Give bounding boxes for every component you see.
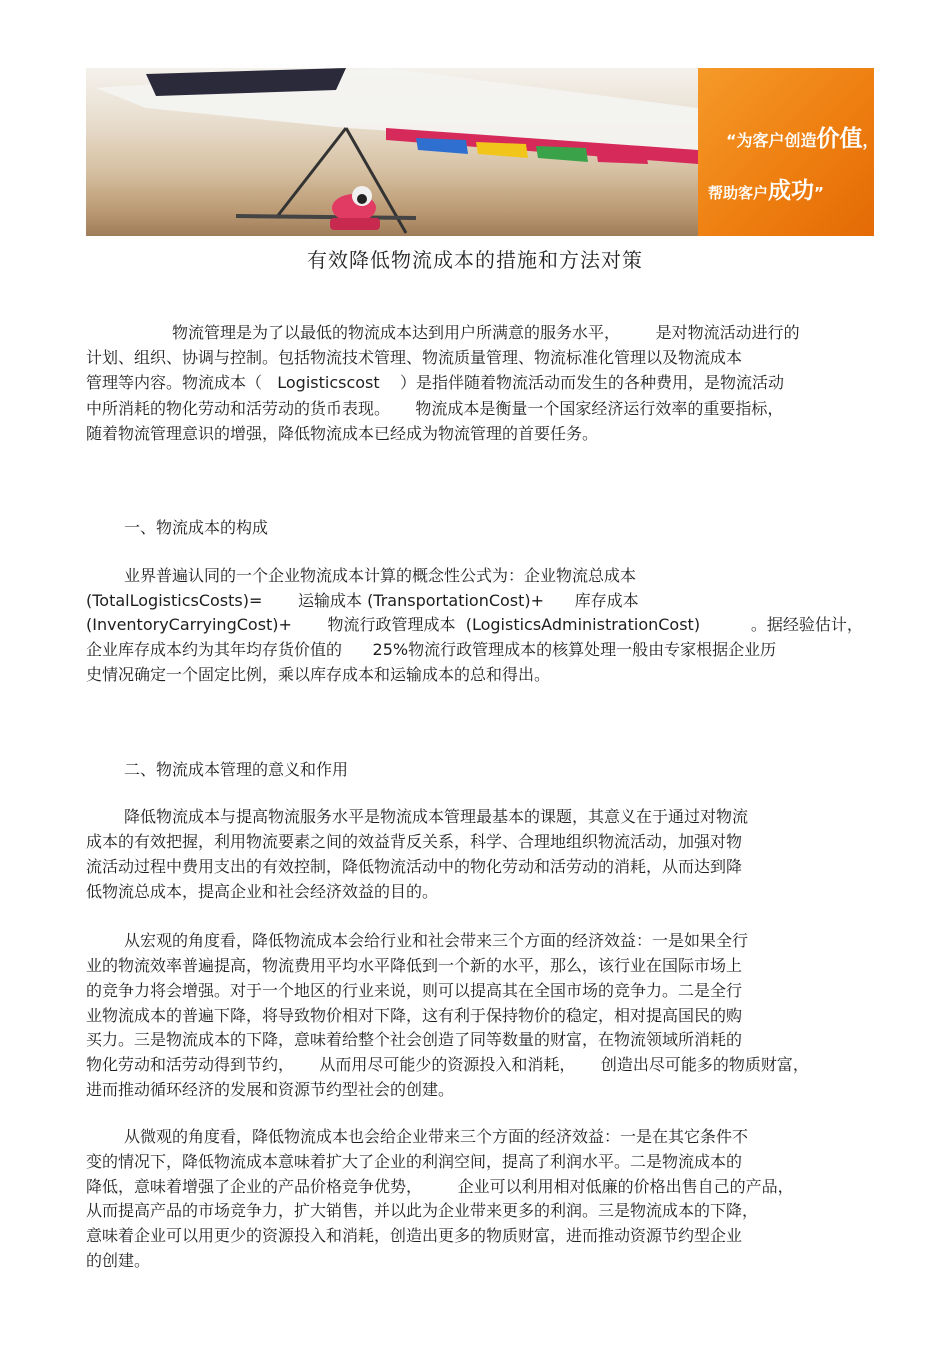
section-2-para-2-line: 物化劳动和活劳动得到节约， 从而用尽可能少的资源投入和消耗， 创造出尽可能多的物质财富， (86, 1055, 809, 1074)
section-2-para-3-line: 降低，意味着增强了企业的产品价格竞争优势， 企业可以利用相对低廉的价格出售自己的产品， (86, 1177, 794, 1196)
intro-line: 管理等内容。物流成本（ Logisticscost ）是指伴随着物流活动而发生的各种费用，是物流活动 (86, 373, 785, 392)
slogan-line-1: “为客户创造价值， (726, 126, 879, 152)
section-1-line: 史情况确定一个固定比例，乘以库存成本和运输成本的总和得出。 (86, 665, 551, 684)
section-2-para-2-line: 从宏观的角度看，降低物流成本会给行业和社会带来三个方面的经济效益：一是如果全行 (124, 931, 749, 950)
section-2-para-3-line: 变的情况下，降低物流成本意味着扩大了企业的利润空间，提高了利润水平。二是物流成本的 (86, 1152, 743, 1171)
section-2-para-3-line: 从而提高产品的市场竞争力，扩大销售，并以此为企业带来更多的利润。三是物流成本的下降， (86, 1201, 759, 1220)
section-1-line: (TotalLogisticsCosts)= 运输成本 (TransportationCost)+ 库存成本 (86, 591, 639, 610)
intro-line: 随着物流管理意识的增强，降低物流成本已经成为物流管理的首要任务。 (86, 424, 599, 443)
intro-line: 中所消耗的物化劳动和活劳动的货币表现。 物流成本是衡量一个国家经济运行效率的重要指标， (86, 399, 784, 418)
intro-line: 计划、组织、协调与控制。包括物流技术管理、物流质量管理、物流标准化管理以及物流成本 (86, 348, 743, 367)
hang-glider-photo (86, 68, 698, 236)
document-title: 有效降低物流成本的措施和方法对策 (307, 248, 643, 272)
section-2-para-2-line: 进而推动循环经济的发展和资源节约型社会的创建。 (86, 1080, 455, 1099)
section-2-para-3-line: 的创建。 (86, 1251, 151, 1270)
section-2-para-2-line: 的竞争力将会增强。对于一个地区的行业来说，则可以提高其在全国市场的竞争力。二是全行 (86, 981, 743, 1000)
section-2-para-3-line: 意味着企业可以用更少的资源投入和消耗，创造出更多的物质财富，进而推动资源节约型企业 (86, 1226, 743, 1245)
slogan-panel (698, 68, 879, 236)
section-2-para-2-line: 业物流成本的普遍下降，将导致物价相对下降，这有利于保持物价的稳定，相对提高国民的购 (86, 1006, 743, 1025)
section-2-para-2-line: 业的物流效率普遍提高，物流费用平均水平降低到一个新的水平，那么，该行业在国际市场上 (86, 956, 743, 975)
intro-line: 物流管理是为了以最低的物流成本达到用户所满意的服务水平， 是对物流活动进行的 (172, 323, 800, 342)
section-1-line: 企业库存成本约为其年均存货价值的 25%物流行政管理成本的核算处理一般由专家根据企业历 (86, 640, 777, 659)
section-2-para-1-line: 流活动过程中费用支出的有效控制，降低物流活动中的物化劳动和活劳动的消耗，从而达到降 (86, 857, 743, 876)
section-1-line: (InventoryCarryingCost)+ 物流行政管理成本 (LogisticsAdministrationCost) 。据经验估计， (86, 615, 863, 634)
section-2-para-1-line: 降低物流成本与提高物流服务水平是物流成本管理最基本的课题，其意义在于通过对物流 (124, 807, 749, 826)
section-2-para-2-line: 买力。三是物流成本的下降，意味着给整个社会创造了同等数量的财富，在物流领域所消耗的 (86, 1030, 743, 1049)
slogan-line-2: 帮助客户成功” (708, 178, 824, 204)
section-1-line: 业界普遍认同的一个企业物流成本计算的概念性公式为：企业物流总成本 (124, 566, 637, 585)
section-2-para-1-line: 成本的有效把握，利用物流要素之间的效益背反关系，科学、合理地组织物流活动，加强对物 (86, 832, 743, 851)
section-1-heading: 一、物流成本的构成 (124, 518, 269, 537)
section-2-para-1-line: 低物流总成本，提高企业和社会经济效益的目的。 (86, 882, 439, 901)
section-2-para-3-line: 从微观的角度看，降低物流成本也会给企业带来三个方面的经济效益：一是在其它条件不 (124, 1127, 749, 1146)
header-banner (86, 68, 879, 236)
section-2-heading: 二、物流成本管理的意义和作用 (124, 760, 349, 779)
